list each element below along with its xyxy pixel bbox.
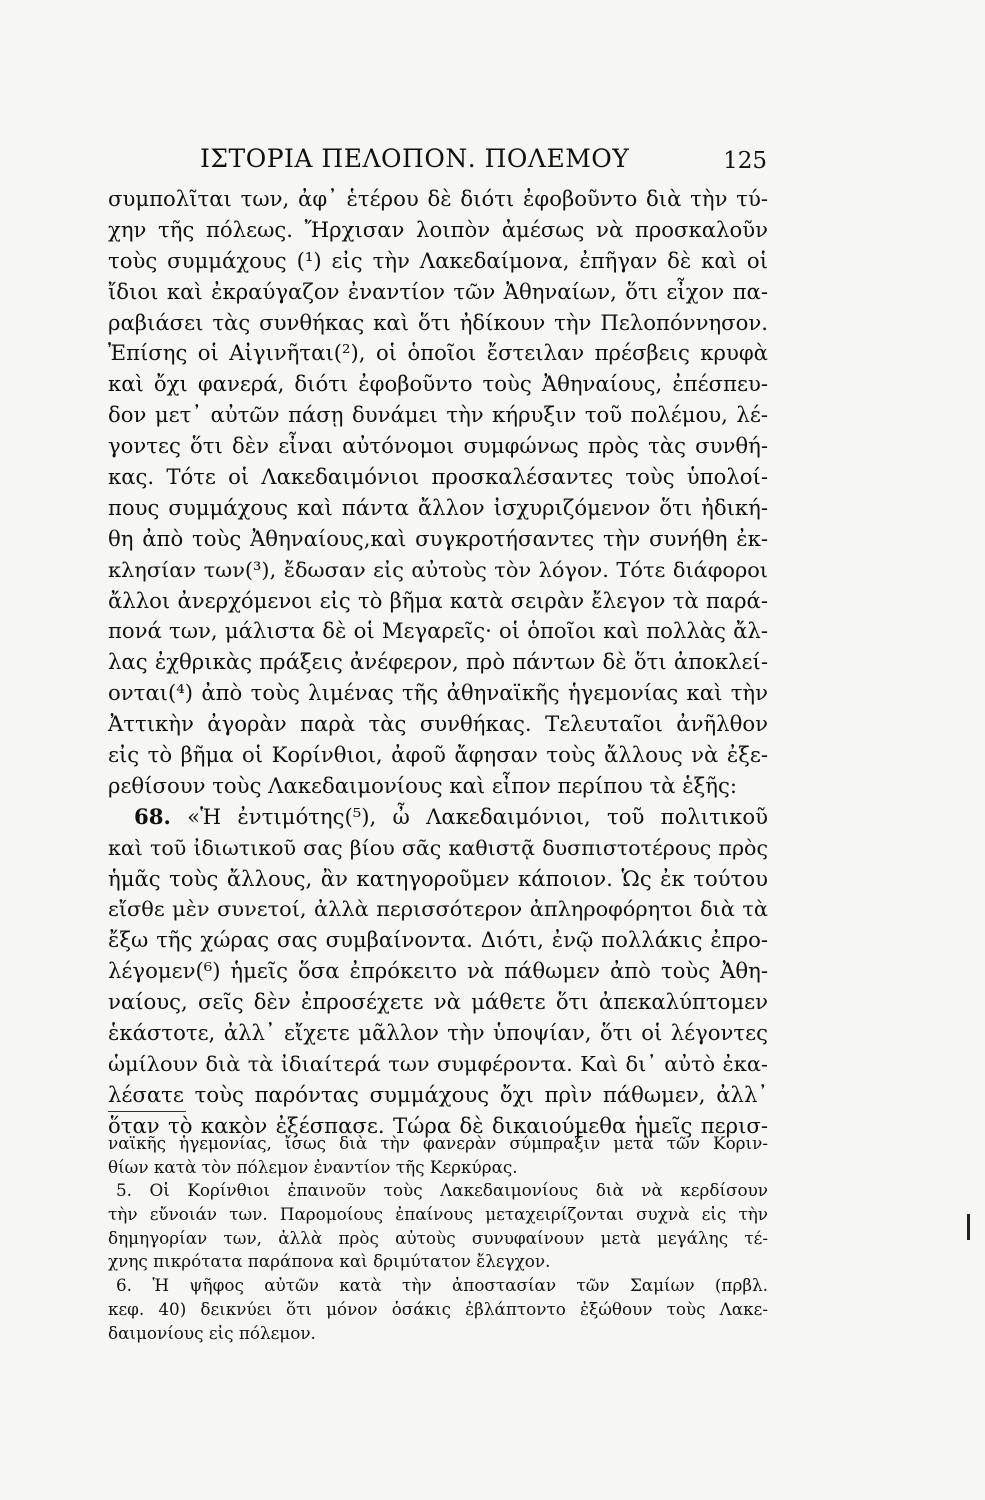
footnote-line: δημηγορίαν των, ἀλλὰ πρὸς αὐτοὺς συνυφαίνουν μετὰ μεγάλης τέ- [108,1227,768,1248]
text-line: κας. Τότε οἱ Λακεδαιμόνιοι προσκαλέσαντες τοὺς ὑπολοί- [108,464,768,490]
text-line: πους συμμάχους καὶ πάντα ἄλλον ἰσχυριζόμενον ὅτι ἠδική- [108,494,768,520]
section-number: 68. [134,803,171,829]
main-text [108,184,768,1142]
text-line: τοὺς συμμάχους (¹) εἰς τὴν Λακεδαίμονα, ἐπῆγαν δὲ καὶ οἱ [108,247,768,273]
page-number: 125 [723,148,767,174]
footnote-line: 5. Οἱ Κορίνθιοι ἐπαινοῦν τοὺς Λακεδαιμονίους διὰ νὰ κερδίσουν [116,1180,768,1201]
text-line: ἡμᾶς τοὺς ἄλλους, ἂν κατηγοροῦμεν κάποιον. Ὡς ἐκ τούτου [108,865,768,891]
footnote-line: θίων κατὰ τὸν πόλεμον ἐναντίον τῆς Κερκύρας. [108,1156,518,1177]
text-line: ονται(⁴) ἀπὸ τοὺς λιμένας τῆς ἀθηναϊκῆς ἡγεμονίας καὶ τὴν [108,680,768,706]
text-line: Ἐπίσης οἱ Αἰγινῆται(²), οἱ ὁποῖοι ἔστειλαν πρέσβεις κρυφὰ [108,340,768,366]
footnote-line: κεφ. 40) δεικνύει ὅτι μόνον ὁσάκις ἐβλάπτοντο ἐξώθουν τοὺς Λακε- [108,1298,768,1319]
text-line: γοντες ὅτι δὲν εἶναι αὐτόνομοι συμφώνως πρὸς τὰς συνθή- [108,433,768,459]
text-line: λέσατε τοὺς παρόντας συμμάχους ὄχι πρὶν πάθωμεν, ἀλλ᾽ [108,1081,768,1107]
text-line: ὡμίλουν διὰ τὰ ἰδιαίτερά των συμφέροντα. Καὶ δι᾽ αὐτὸ ἐκα- [108,1051,768,1076]
text-line: ὅταν τὸ κακὸν ἐξέσπασε. Τώρα δὲ δικαιούμεθα ἡμεῖς περισ- [108,1112,768,1138]
text-line: ναίους, σεῖς δὲν ἐπροσέχετε νὰ μάθετε ὅτι ἀπεκαλύπτομεν [108,989,768,1015]
footnote-line: 6. Ἡ ψῆφος αὐτῶν κατὰ τὴν ἀποστασίαν τῶν Σαμίων (πρβλ. [116,1275,768,1296]
text-line: λας ἐχθρικὰς πράξεις ἀνέφερον, πρὸ πάντων δὲ ὅτι ἀποκλεί- [108,649,768,675]
text-line: ἔξω τῆς χώρας σας συμβαίνοντα. Διότι, ἐνῷ πολλάκις ἐπρο- [108,927,768,953]
footnote-divider [108,1111,186,1112]
running-head: ΙΣΤΟΡΙΑ ΠΕΛΟΠΟΝ. ΠΟΛΕΜΟΥ [200,144,630,173]
footnotes [108,1132,768,1345]
text-line: δον μετ᾽ αὐτῶν πάσῃ δυνάμει τὴν κήρυξιν τοῦ πολέμου, λέ- [108,402,768,428]
footnote-line: χνης πικρότατα παράπονα καὶ δριμύτατον ἔλεγχον. [108,1251,551,1272]
text-line: καὶ τοῦ ἰδιωτικοῦ σας βίου σᾶς καθιστᾷ δυσπιστοτέρους πρὸς [108,835,768,860]
margin-mark [967,1214,970,1240]
text-line: κλησίαν των(³), ἔδωσαν εἰς αὐτοὺς τὸν λόγον. Τότε διάφοροι [108,557,768,582]
footnote-line: δαιμονίους εἰς πόλεμον. [108,1322,316,1343]
text-line: καὶ ὄχι φανερά, διότι ἐφοβοῦντο τοὺς Ἀθηναίους, ἐπέσπευ- [108,371,768,397]
text-line: εἴσθε μὲν συνετοί, ἀλλὰ περισσότερον ἀπληροφόρητοι διὰ τὰ [108,897,768,922]
text-line: ἑκάστοτε, ἀλλ᾽ εἴχετε μᾶλλον τὴν ὑποψίαν, ὅτι οἱ λέγοντες [108,1020,768,1046]
section-first-line [108,802,768,833]
text-line: ἄλλοι ἀνερχόμενοι εἰς τὸ βῆμα κατὰ σειρὰν ἔλεγον τὰ παρά- [108,587,768,613]
section-line-text: «Ἡ ἐντιμότης(⁵), ὦ Λακεδαιμόνιοι, τοῦ πολιτικοῦ [187,803,768,829]
text-line: ἴδιοι καὶ ἐκραύγαζον ἐναντίον τῶν Ἀθηναίων, ὅτι εἶχον πα- [108,278,768,304]
text-line: συμπολῖται των, ἀφ᾽ ἑτέρου δὲ διότι ἐφοβοῦντο διὰ τὴν τύ- [108,186,768,211]
text-line: θη ἀπὸ τοὺς Ἀθηναίους,καὶ συγκροτήσαντες τὴν συνήθη ἐκ- [108,525,768,551]
text-line: χην τῆς πόλεως. Ἤρχισαν λοιπὸν ἀμέσως νὰ προσκαλοῦν [108,216,768,242]
text-line: πονά των, μάλιστα δὲ οἱ Μεγαρεῖς· οἱ ὁποῖοι καὶ πολλὰς ἄλ- [108,618,768,644]
text-line: λέγομεν(⁶) ἡμεῖς ὅσα ἐπρόκειτο νὰ πάθωμεν ἀπὸ τοὺς Ἀθη- [108,958,768,984]
footnote-line: τὴν εὔνοιάν των. Παρομοίους ἐπαίνους μεταχειρίζονται συχνὰ εἰς τὴν [108,1204,768,1225]
text-line: εἰς τὸ βῆμα οἱ Κορίνθιοι, ἀφοῦ ἄφησαν τοὺς ἄλλους νὰ ἐξε- [108,742,768,768]
text-line: ραβιάσει τὰς συνθήκας καὶ ὅτι ἠδίκουν τὴν Πελοπόννησον. [108,309,768,335]
text-line: Ἀττικὴν ἀγορὰν παρὰ τὰς συνθήκας. Τελευταῖοι ἀνῆλθον [108,711,768,737]
page-header [0,138,985,178]
footnote-line: ναϊκῆς ἡγεμονίας, ἴσως διὰ τὴν φανερὰν σύμπραξιν μετὰ τῶν Κοριν- [108,1133,768,1153]
text-line: ρεθίσουν τοὺς Λακεδαιμονίους καὶ εἶπον περίπου τὰ ἑξῆς: [108,772,737,798]
